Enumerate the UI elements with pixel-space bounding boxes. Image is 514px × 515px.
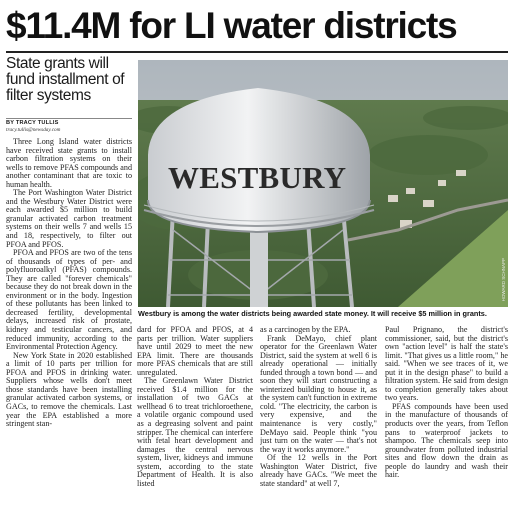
- paragraph: dard for PFOA and PFOS, at 4 parts per trillion. Water suppliers have until 2029 to meet the new EPA limit. There are thousands more PFAS chemicals that are still unregulated.: [137, 326, 253, 377]
- paragraph: Three Long Island water districts have received state grants to install carbon filtration systems on their wells to remove PFAS compounds and another contaminant that are toxic to human health.: [6, 138, 132, 189]
- photo-credit: HOWARD SCHNAPP: [501, 257, 506, 301]
- paragraph: PFOA and PFOS are two of the tens of thousands of types of per- and polyfluoroalkyl (PFAS) compounds. They are called "forever chemicals" because they do not break down in the environment or in the body. Ingestion of these pollutants has been linked to decreased fertility, developmental delays, increased risk of prostate, kidney and testicular cancers, and reduced immunity, according to the Environmental Protection Agency.: [6, 248, 132, 352]
- headline-rule: [6, 51, 508, 53]
- photo-caption: Westbury is among the water districts being awarded state money. It will receive $5 million in grants.: [138, 309, 487, 318]
- article-column-2: [137, 326, 253, 510]
- article-column-4: [385, 326, 508, 510]
- paragraph: as a carcinogen by the EPA.: [260, 326, 351, 334]
- paragraph: The Port Washington Water District and the Westbury Water District were each awarded $5 million to build granular activated carbon treatment systems on their wells 7 and wells 15 and 18, respectively, to filter out PFOA and PFOS.: [6, 188, 132, 249]
- paragraph: New York State in 2020 established a limit of 10 parts per trillion for PFOA and PFOS in drinking water. Suppliers whose wells don't meet those standards have been installing granular activated carbon systems, or GACs, to remove the chemicals. Last year the EPA established a more stringent stan-: [6, 350, 132, 429]
- paragraph: Paul Prignano, the district's commissioner, said, but the district's own "action level" is half the state's limit. "That gives us a little room," he said. "When we see traces of it, we put it in the design phase" to build a filtration system. He said from design to completion generally takes about two years.: [385, 326, 508, 403]
- water-tower-photo: [138, 60, 508, 307]
- tank-lettering: WESTBURY: [168, 160, 348, 195]
- paragraph: Of the 12 wells in the Port Washington Water District, five already have GACs. "We meet the state standard" at well 7,: [260, 453, 377, 488]
- article-column-1: [6, 138, 132, 510]
- article-column-3: [260, 326, 377, 510]
- paragraph: PFAS compounds have been used in the manufacture of thousands of products over the years, from Teflon pans to waterproof jackets to shampoo. The chemicals seep into groundwater from polluted industrial sites and flow down the drain as people do laundry and wash their hair.: [385, 401, 508, 480]
- author-email: tracy.tullis@newsday.com: [6, 127, 61, 133]
- headline: $11.4M for LI water districts: [6, 5, 457, 46]
- paragraph: The Greenlawn Water District received $1.4 million for the installation of two GACs at wellhead 6 to treat trichloroethene, a volatile organic compound used as a degreasing solvent and paint stripper. The chemical can interfere with fetal heart development and damages the central nervous system, liver, kidneys and immune system, according to the state Department of Health. It is also listed: [137, 376, 253, 488]
- byline-rule: [6, 118, 132, 119]
- paragraph: Frank DeMayo, chief plant operator for the Greenlawn Water District, said the system at well 6 is already operational — initially funded through a town bond — and soon they will start constructing a winterized building to house it, as the system can't function in extreme cold. "The electricity, the carbon is very expensive, and the maintenance is very costly," DeMayo said. People think "you just turn on the water — that's not the way it works anymore.": [260, 333, 377, 454]
- subheadline: State grants will fund installment of filter systems: [6, 55, 125, 104]
- byline: BY TRACY TULLIS: [6, 120, 59, 126]
